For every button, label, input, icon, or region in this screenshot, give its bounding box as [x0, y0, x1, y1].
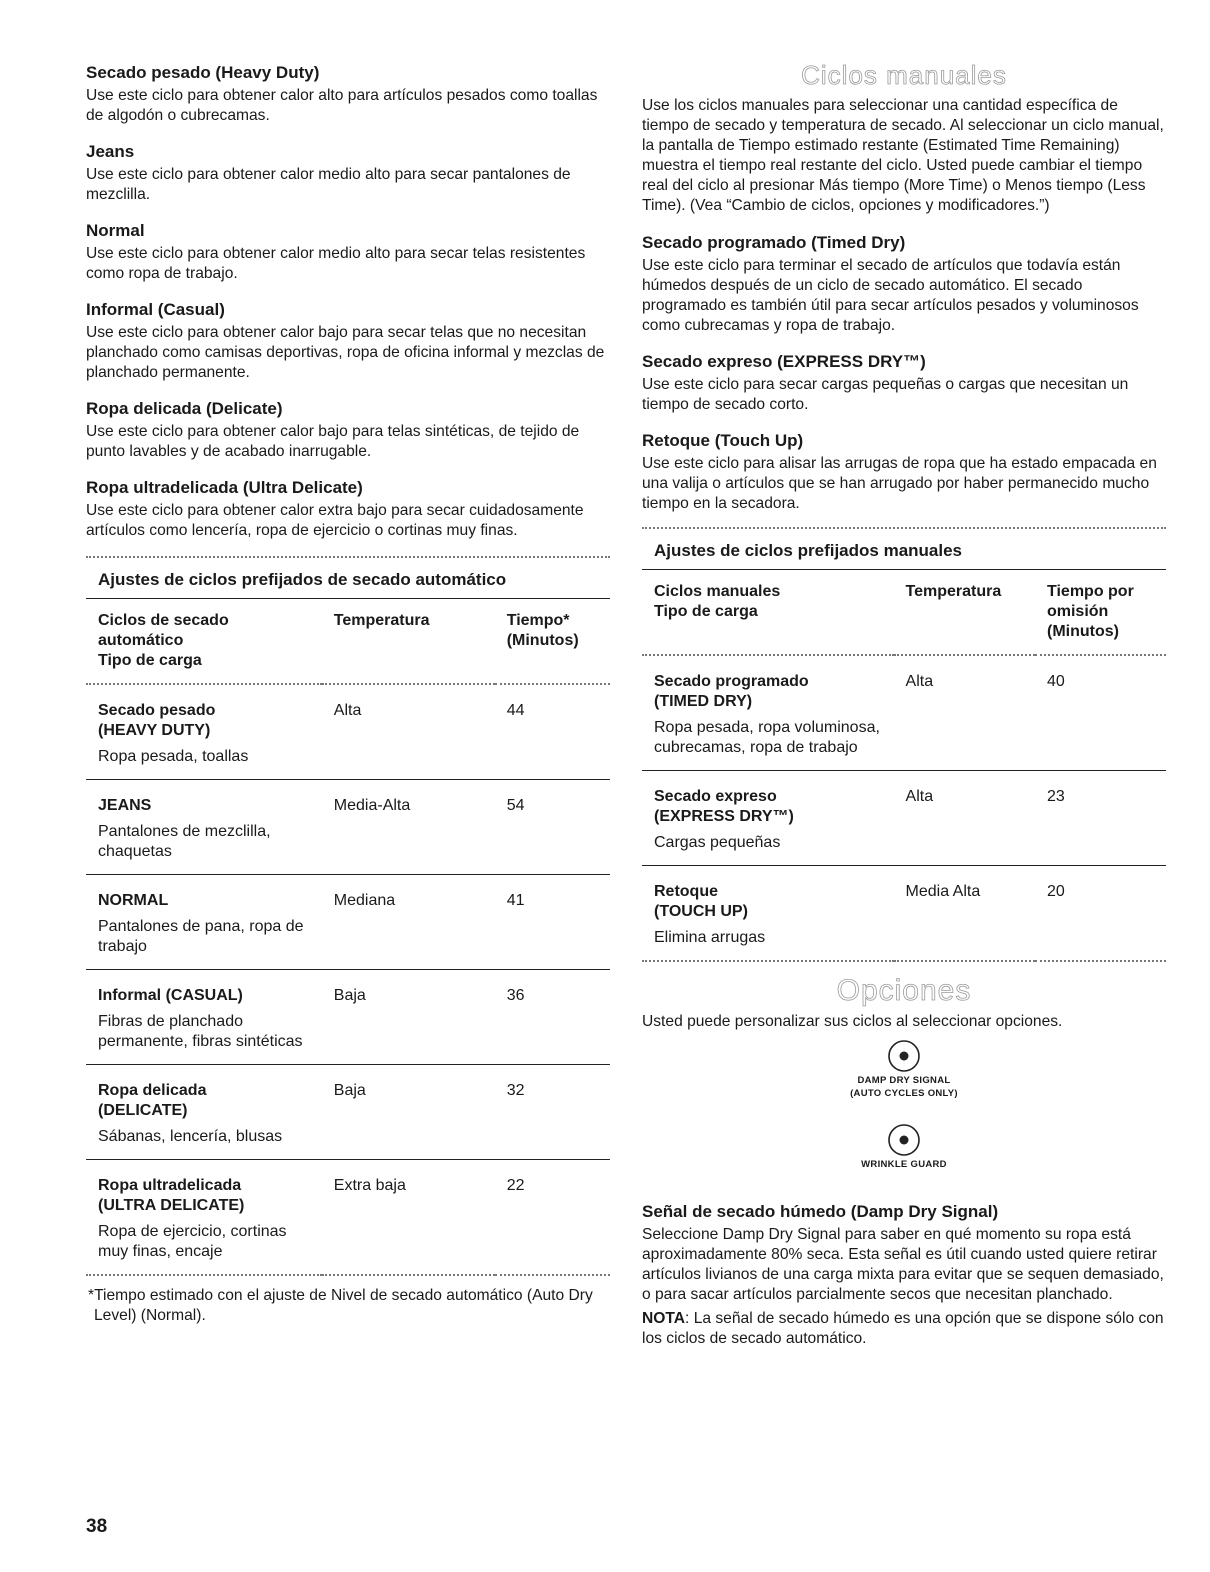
table-row	[642, 866, 1166, 962]
cycle-title: Secado expreso (EXPRESS DRY™)	[642, 352, 926, 371]
auto-table-title: Ajustes de ciclos prefijados de secado automático	[98, 570, 507, 589]
cycle-section	[86, 398, 610, 462]
cycle-description: Use este ciclo para obtener calor bajo para secar telas que no necesitan planchado como camisas deportivas, ropa de oficina informal y mezclas de planchado permanente.	[86, 324, 605, 381]
temperature-cell: Mediana	[333, 892, 396, 909]
table-row	[86, 1065, 610, 1160]
load-type: Elimina arrugas	[654, 929, 766, 946]
cycle-title: Secado programado (Timed Dry)	[642, 233, 906, 252]
cycle-cell	[86, 780, 322, 875]
header-line: (Minutos)	[506, 632, 579, 649]
header-line: Tipo de carga	[98, 652, 202, 669]
cycle-name: Ropa delicada	[98, 1082, 207, 1099]
time-cell: 23	[1046, 788, 1065, 805]
page-number: 38	[86, 1516, 108, 1537]
left-sections	[86, 62, 610, 541]
header-line: Ciclos de secado	[98, 612, 229, 629]
load-type: Pantalones de pana, ropa de trabajo	[98, 918, 304, 955]
damp-dry-signal-sublabel: (AUTO CYCLES ONLY)	[850, 1088, 958, 1099]
temperature-cell: Alta	[905, 788, 934, 805]
header-line: omisión	[1046, 603, 1109, 620]
table-footnote: *Tiempo estimado con el ajuste de Nivel de secado automático (Auto Dry Level) (Normal).	[88, 1287, 593, 1324]
cycle-description: Use este ciclo para obtener calor medio alto para secar telas resistentes como ropa de trabajo.	[86, 245, 586, 282]
cycle-cell	[86, 684, 322, 780]
load-type: Ropa de ejercicio, cortinas muy finas, encaje	[98, 1223, 287, 1260]
cycle-title: Secado pesado (Heavy Duty)	[86, 63, 320, 82]
load-type: Ropa pesada, toallas	[98, 748, 249, 765]
temperature-cell: Extra baja	[333, 1177, 406, 1194]
time-cell: 22	[506, 1177, 525, 1194]
time-cell: 36	[506, 987, 525, 1004]
damp-dry-signal-option	[642, 1038, 1166, 1100]
header-line: (Minutos)	[1046, 623, 1119, 640]
cycle-title: Jeans	[86, 142, 135, 161]
cycle-title: Retoque (Touch Up)	[642, 431, 804, 450]
cycle-name: Secado programado	[654, 673, 809, 690]
cycle-description: Use este ciclo para secar cargas pequeñas o cargas que necesitan un tiempo de secado corto.	[642, 376, 1129, 413]
time-cell: 41	[506, 892, 525, 909]
cycle-section	[86, 220, 610, 284]
table-header-cell	[1035, 570, 1166, 655]
temperature-cell: Alta	[905, 673, 934, 690]
cycle-name: Ropa ultradelicada	[98, 1177, 242, 1194]
left-column	[86, 62, 610, 1326]
table-header-cell	[322, 599, 495, 684]
table-row	[86, 684, 610, 780]
cycle-cell	[642, 655, 894, 771]
time-cell: 20	[1046, 883, 1065, 900]
table-row	[642, 655, 1166, 771]
time-cell: 40	[1046, 673, 1065, 690]
damp-dry-body: Seleccione Damp Dry Signal para saber en qué momento su ropa está aproximadamente 80% seca. Esta señal es útil cuando usted quiere retirar artículos livianos de una carga mixta para evitar que se sequen demasiado, o para sacar artículos parcialmente secos que necesitan planchado.	[642, 1226, 1164, 1303]
cycle-name: JEANS	[98, 797, 152, 814]
cycle-cell	[86, 1160, 322, 1276]
cycle-description: Use este ciclo para obtener calor medio alto para secar pantalones de mezclilla.	[86, 166, 571, 203]
cycle-name: NORMAL	[98, 892, 169, 909]
temperature-cell: Media-Alta	[333, 797, 411, 814]
cycle-cell	[86, 1065, 322, 1160]
cycle-description: Use este ciclo para obtener calor extra bajo para secar cuidadosamente artículos como lencería, ropa de ejercicio o cortinas muy finas.	[86, 502, 584, 539]
manual-table-header-row	[642, 570, 1166, 655]
cycle-name: (HEAVY DUTY)	[98, 722, 211, 739]
cycle-cell	[86, 970, 322, 1065]
header-line: Temperatura	[333, 612, 430, 629]
time-cell: 44	[506, 702, 525, 719]
load-type: Ropa pesada, ropa voluminosa, cubrecamas, ropa de trabajo	[654, 719, 880, 756]
header-line: Temperatura	[905, 583, 1002, 600]
cycle-name: (ULTRA DELICATE)	[98, 1197, 245, 1214]
header-line: automático	[98, 632, 184, 649]
cycle-title: Normal	[86, 221, 145, 240]
cycle-name: Secado expreso	[654, 788, 777, 805]
manual-table-title: Ajustes de ciclos prefijados manuales	[654, 541, 963, 560]
cycle-cell	[86, 875, 322, 970]
cycle-title: Ropa ultradelicada (Ultra Delicate)	[86, 478, 363, 497]
cycle-title: Informal (Casual)	[86, 300, 225, 319]
cycle-name: (TOUCH UP)	[654, 903, 748, 920]
table-row	[86, 1160, 610, 1276]
header-line: Tipo de carga	[654, 603, 758, 620]
cycle-description: Use este ciclo para alisar las arrugas de ropa que ha estado empacada en una valija o artículos que se han arrugado por haber permanecido mucho tiempo en la secadora.	[642, 455, 1157, 512]
temperature-cell: Media Alta	[905, 883, 981, 900]
cycle-name: (DELICATE)	[98, 1102, 188, 1119]
temperature-cell: Baja	[333, 1082, 366, 1099]
wrinkle-guard-icon	[886, 1122, 922, 1158]
options-intro: Usted puede personalizar sus ciclos al seleccionar opciones.	[642, 1013, 1063, 1030]
header-line: Tiempo por	[1046, 583, 1134, 600]
header-line: Ciclos manuales	[654, 583, 781, 600]
temperature-cell: Alta	[333, 702, 362, 719]
auto-cycles-table	[86, 599, 610, 1276]
table-row	[642, 771, 1166, 866]
wrinkle-guard-option	[642, 1122, 1166, 1171]
cycle-section	[642, 351, 1166, 415]
time-cell: 54	[506, 797, 525, 814]
cycle-cell	[642, 771, 894, 866]
load-type: Cargas pequeñas	[654, 834, 781, 851]
right-sections	[642, 232, 1166, 514]
manual-cycles-table	[642, 570, 1166, 962]
load-type: Fibras de planchado permanente, fibras sintéticas	[98, 1013, 303, 1050]
header-line: Tiempo*	[506, 612, 570, 629]
nota-paragraph	[642, 1309, 1166, 1349]
damp-dry-signal-label: DAMP DRY SIGNAL	[857, 1075, 951, 1086]
cycle-description: Use este ciclo para obtener calor bajo para telas sintéticas, de tejido de punto lavables y de acabado inarrugable.	[86, 423, 580, 460]
cycle-name: Informal (CASUAL)	[98, 987, 243, 1004]
manual-cycles-intro: Use los ciclos manuales para seleccionar una cantidad específica de tiempo de secado y temperatura de secado. Al seleccionar un ciclo manual, la pantalla de Tiempo estimado restante (Estimated Time Remaining) muestra el tiempo real restante del ciclo. Usted puede cambiar el tiempo real del ciclo al presionar Más tiempo (More Time) o Menos tiempo (Less Time). (Vea “Cambio de ciclos, opciones y modificadores.”)	[642, 97, 1164, 214]
cycle-description: Use este ciclo para obtener calor alto para artículos pesados como toallas de algodón o cubrecamas.	[86, 87, 598, 124]
cycle-cell	[642, 866, 894, 962]
table-header-cell	[86, 599, 322, 684]
damp-dry-title: Señal de secado húmedo (Damp Dry Signal)	[642, 1202, 999, 1221]
cycle-section	[642, 430, 1166, 514]
nota-label: NOTA	[642, 1310, 686, 1327]
load-type: Sábanas, lencería, blusas	[98, 1128, 283, 1145]
table-header-cell	[894, 570, 1035, 655]
options-heading: Opciones	[836, 974, 972, 1007]
nota-body: : La señal de secado húmedo es una opción que se dispone sólo con los ciclos de secado automático.	[642, 1310, 1164, 1347]
table-row	[86, 875, 610, 970]
cycle-section	[86, 141, 610, 205]
table-header-cell	[495, 599, 610, 684]
cycle-description: Use este ciclo para terminar el secado de artículos que todavía están húmedos después de un ciclo de secado automático. El secado programado es también útil para secar artículos pesados y voluminosos como cubrecamas y ropa de trabajo.	[642, 257, 1139, 334]
cycle-name: Retoque	[654, 883, 718, 900]
load-type: Pantalones de mezclilla, chaquetas	[98, 823, 271, 860]
cycle-section	[86, 477, 610, 541]
temperature-cell: Baja	[333, 987, 366, 1004]
table-row	[86, 780, 610, 875]
cycle-section	[642, 232, 1166, 336]
manual-cycles-heading: Ciclos manuales	[801, 60, 1007, 90]
table-header-cell	[642, 570, 894, 655]
right-column	[642, 60, 1166, 1364]
table-row	[86, 970, 610, 1065]
cycle-name: (EXPRESS DRY™)	[654, 808, 794, 825]
cycle-section	[86, 299, 610, 383]
cycle-name: (TIMED DRY)	[654, 693, 753, 710]
damp-dry-section	[642, 1201, 1166, 1349]
table-header-row	[86, 599, 610, 684]
damp-dry-signal-icon	[886, 1038, 922, 1074]
cycle-name: Secado pesado	[98, 702, 216, 719]
time-cell: 32	[506, 1082, 525, 1099]
cycle-title: Ropa delicada (Delicate)	[86, 399, 283, 418]
cycle-section	[86, 62, 610, 126]
wrinkle-guard-label: WRINKLE GUARD	[861, 1159, 947, 1170]
